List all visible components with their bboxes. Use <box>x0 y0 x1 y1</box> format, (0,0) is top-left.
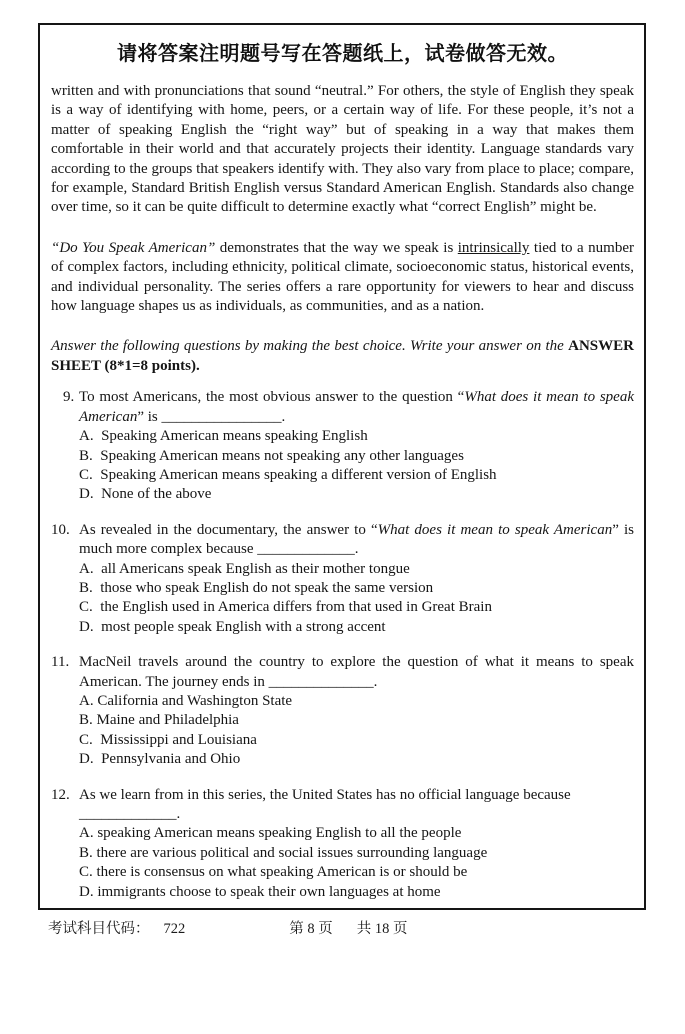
question-10-option-b: B. those who speak English do not speak the same version <box>79 579 434 596</box>
passage-paragraph-1: written and with pronunciations that sound “neutral.” For others, the style of English they speak is a way of identifying with home, peers, or a certain way of life. For these people, it’s not a matter of speaking English the “right way” but of speaking in a way that makes them comfortable in their world and that accurately projects their identity. Language standards vary according to the groups that speakers identify with. They also vary from place to place; compare, for example, Standard British English versus Standard American English. Standards also change over time, so it can be quite difficult to determine exactly what “correct English” might be. <box>51 83 634 216</box>
question-11-stem: MacNeil travels around the country to explore the question of what it means to speak American. The journey ends in ______________. <box>79 654 634 690</box>
question-9 <box>51 388 634 504</box>
answer-sheet-notice: 请将答案注明题号写在答题纸上，试卷做答无效。 <box>117 43 568 65</box>
question-11-option-b: B. Maine and Philadelphia <box>79 712 239 729</box>
question-12-option-a: A. speaking American means speaking English to all the people <box>79 825 462 842</box>
question-11-option-d: D. Pennsylvania and Ohio <box>79 751 241 768</box>
question-12-option-b: B. there are various political and social issues surrounding language <box>79 844 488 861</box>
page-number-current: 第 8 页 <box>289 921 333 938</box>
exam-code-label: 考试科目代码： <box>48 921 150 938</box>
question-12-options <box>79 824 634 902</box>
exam-code-value: 722 <box>163 921 186 938</box>
question-10 <box>51 521 634 637</box>
passage-paragraph-2: “Do You Speak American” demonstrates that the way we speak is intrinsically tied to a number of complex factors, including ethnicity, political climate, socioeconomic status, historical events, and individual personality. The series offers a rare opportunity for viewers to hear and discuss how language shapes us as individuals, as communities, and as a nation. <box>51 239 634 315</box>
question-9-number: 9. <box>63 389 75 406</box>
question-11-number: 11. <box>51 654 70 671</box>
question-9-options <box>79 427 634 505</box>
page-footer <box>48 919 685 939</box>
question-12-option-d: D. immigrants choose to speak their own languages at home <box>79 883 441 900</box>
question-9-option-d: D. None of the above <box>79 486 212 503</box>
question-12 <box>51 786 634 902</box>
section-instructions: Answer the following questions by making the best choice. Write your answer on the ANSWER SHEET (8*1=8 points). <box>51 338 634 374</box>
page-number-total: 共 18 页 <box>356 921 408 938</box>
question-12-option-c: C. there is consensus on what speaking American is or should be <box>79 864 468 881</box>
question-9-stem: To most Americans, the most obvious answer to the question “What does it mean to speak American” is ________________. <box>79 389 634 425</box>
question-11-options <box>79 692 634 770</box>
question-10-stem: As revealed in the documentary, the answer to “What does it mean to speak American” is much more complex because _____________. <box>79 521 634 558</box>
question-9-option-b: B. Speaking American means not speaking any other languages <box>79 447 464 464</box>
question-9-option-c: C. Speaking American means speaking a different version of English <box>79 466 497 483</box>
question-11-option-a: A. California and Washington State <box>79 692 293 709</box>
question-12-number: 12. <box>51 786 70 803</box>
question-11 <box>51 653 634 769</box>
question-9-option-a: A. Speaking American means speaking English <box>79 428 368 445</box>
question-12-stem: As we learn from in this series, the United States has no official language because _____________. <box>79 786 571 822</box>
question-10-option-c: C. the English used in America differs from that used in Great Brain <box>79 599 492 616</box>
question-10-options <box>79 560 634 638</box>
exam-page-frame <box>38 23 646 910</box>
question-10-option-d: D. most people speak English with a strong accent <box>79 618 386 635</box>
question-10-number: 10. <box>51 521 70 538</box>
question-10-option-a: A. all Americans speak English as their mother tongue <box>79 560 410 577</box>
question-11-option-c: C. Mississippi and Louisiana <box>79 731 257 748</box>
